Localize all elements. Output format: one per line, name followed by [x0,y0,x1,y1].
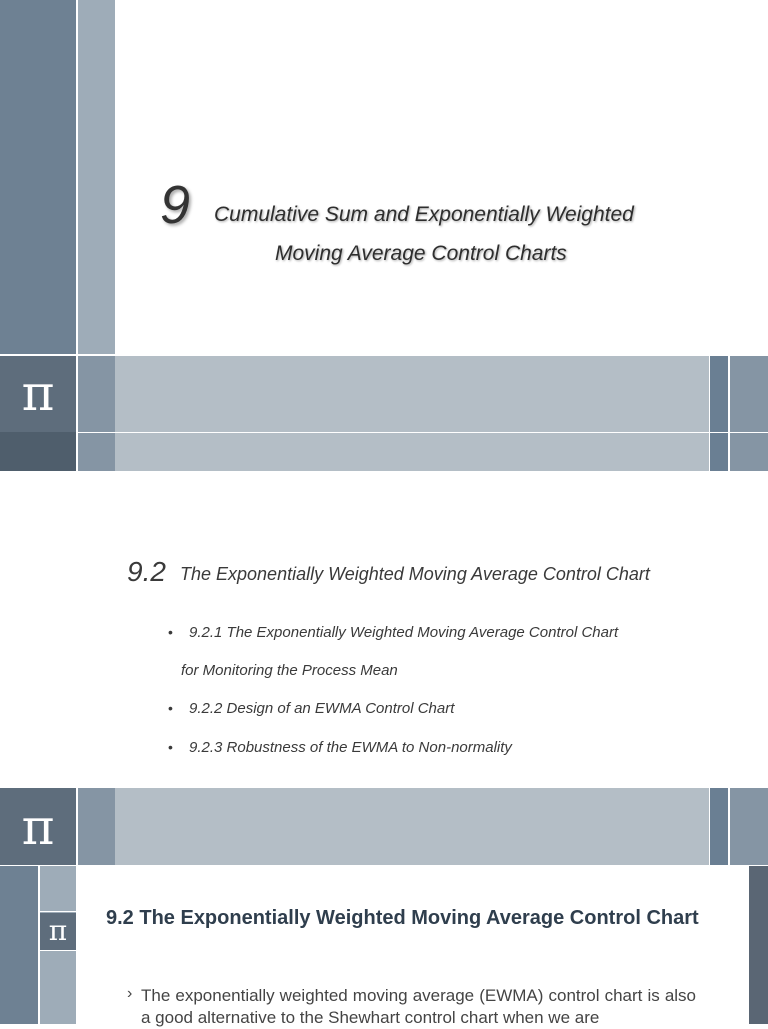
bullet-3: 9.2.3 Robustness of the EWMA to Non-normality [189,739,512,756]
footer-band-mid [78,356,115,471]
right-edge-band [749,866,768,1024]
chapter-title-line-1: Cumulative Sum and Exponentially Weighted [214,203,634,226]
footer-band-pale [115,788,709,865]
footer-band-right-dark [710,356,728,471]
bullet-marker: › [127,985,133,1002]
body-text: The exponentially weighted moving average (EWMA) control chart is also a good alternative to the Shewhart control chart when we are [141,986,696,1027]
bullet-2: 9.2.2 Design of an EWMA Control Chart [189,700,455,717]
footer-band-right-mid [730,788,768,865]
bullet-dot: • [168,739,173,755]
left-band-dark [0,866,38,1024]
bullet-1-line-2: for Monitoring the Process Mean [181,662,398,679]
slide-title: 9.2 The Exponentially Weighted Moving Average Control Chart [106,907,699,929]
chapter-title-line-2: Moving Average Control Charts [275,242,567,265]
footer-band-right-mid [730,356,768,471]
pi-icon: π [48,914,68,947]
section-number: 9.2 [127,556,166,587]
pi-icon: π [21,798,55,856]
bullet-1-line-1: 9.2.1 The Exponentially Weighted Moving Average Control Chart [189,624,619,641]
bullet-dot: • [168,624,173,640]
pi-icon: π [21,364,55,422]
left-band-divider [40,911,76,912]
left-band-divider [40,950,76,951]
bullet-dot: • [168,700,173,716]
section-title: The Exponentially Weighted Moving Average Control Chart [180,564,650,584]
footer-pi-lower [0,432,76,471]
left-band-light [78,0,115,354]
left-band-dark [0,0,76,354]
footer-band-mid [78,788,115,865]
footer-band-pale [115,356,709,471]
chapter-number: 9 [160,175,191,235]
footer-band-right-dark [710,788,728,865]
footer-divider [0,432,768,433]
